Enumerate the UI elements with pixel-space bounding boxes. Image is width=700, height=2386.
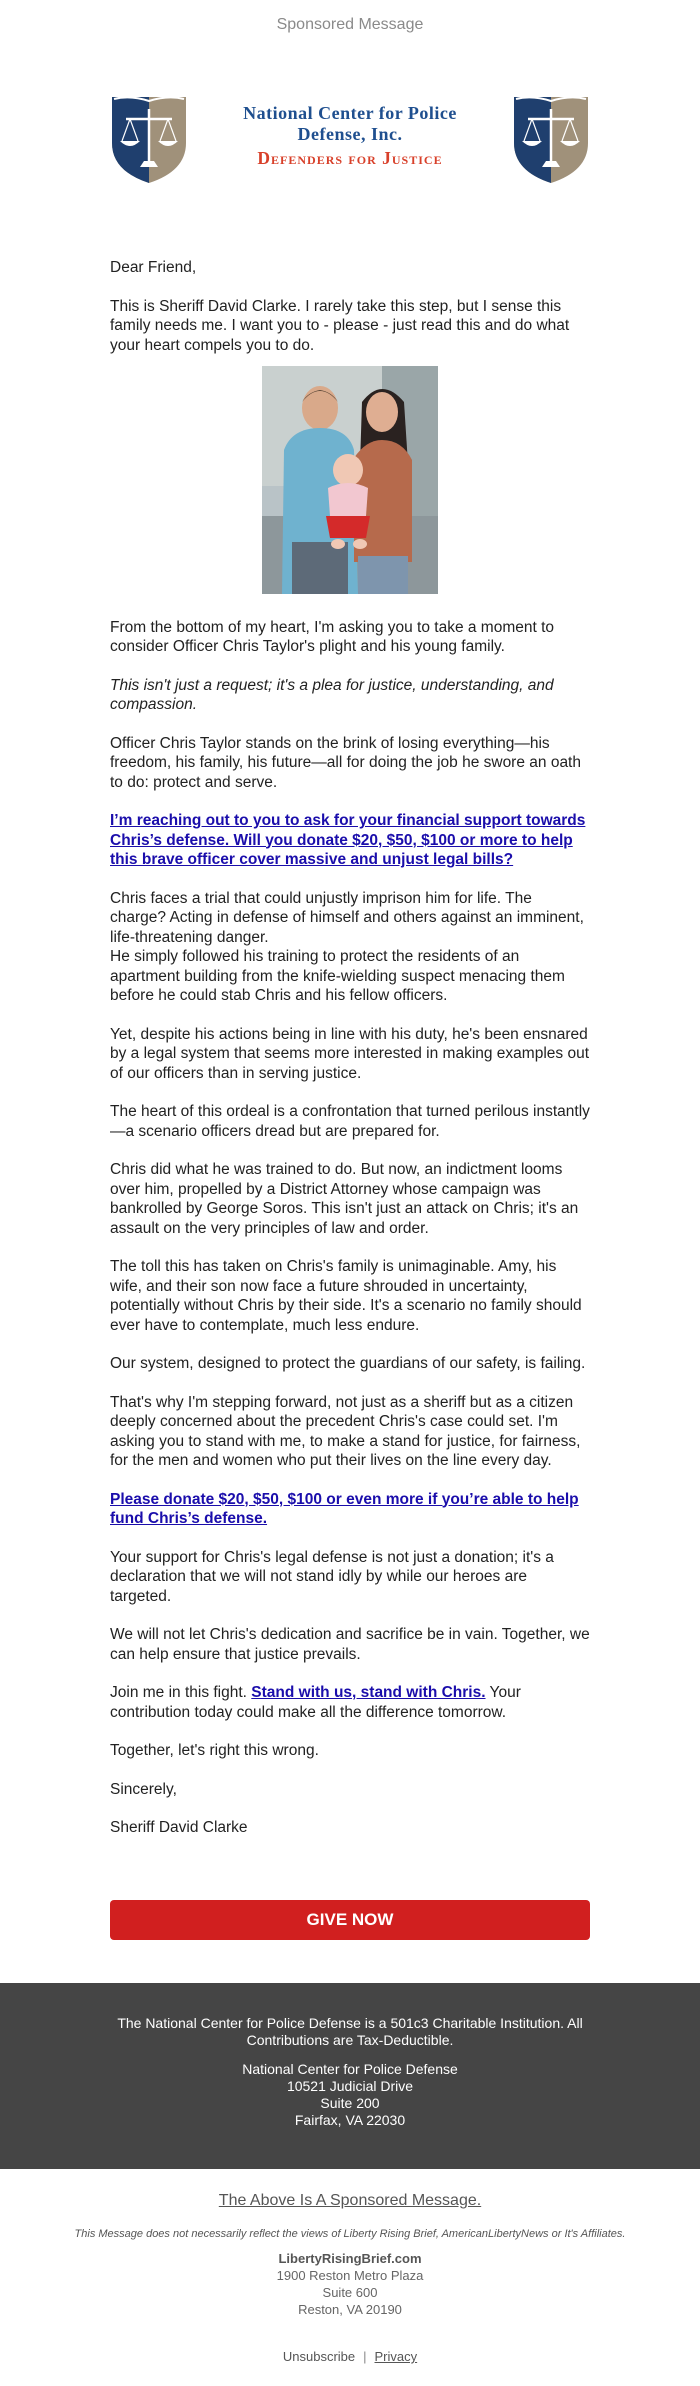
org-street: 10521 Judicial Drive xyxy=(286,2078,414,2094)
org-name: National Center for Police Defense xyxy=(242,2061,458,2077)
greeting: Dear Friend, xyxy=(110,259,197,276)
publisher-city: Reston, VA 20190 xyxy=(298,2302,402,2317)
sponsored-note: The Above Is A Sponsored Message. xyxy=(218,2192,482,2209)
logo-title-line2: Defense, Inc. xyxy=(297,124,403,144)
signoff: Sincerely, xyxy=(110,1780,177,1798)
logo-title-line1: National Center for Police xyxy=(243,103,457,123)
unsubscribe-link[interactable]: Unsubscribe xyxy=(282,2349,356,2364)
link-separator: | xyxy=(363,2349,367,2364)
disclaimer: This Message does not necessarily reflect the views of Liberty Rising Brief, AmericanLibertyNews or It's Affiliates. xyxy=(74,2228,626,2240)
privacy-link[interactable]: Privacy xyxy=(374,2349,418,2364)
brink-paragraph: Officer Chris Taylor stands on the brink of losing everything—his freedom, his family, his future—all for doing the job he swore an oath to do: protect and serve. xyxy=(110,734,581,791)
join-paragraph xyxy=(110,1683,590,1722)
right-wrong-paragraph: Together, let's right this wrong. xyxy=(110,1742,319,1759)
indictment-paragraph: Chris did what he was trained to do. But now, an indictment looms over him, propelled by a District Attorney whose campaign was bankrolled by George Soros. This isn't just an attack on Chris; it's an assault on the very principles of law and order. xyxy=(110,1161,579,1237)
publisher-street: 1900 Reston Metro Plaza xyxy=(276,2268,424,2283)
publisher-suite: Suite 600 xyxy=(322,2285,378,2300)
sponsored-message-header: Sponsored Message xyxy=(276,16,424,33)
system-failing-paragraph: Our system, designed to protect the guardians of our safety, is failing. xyxy=(110,1355,586,1372)
publisher-brand: LibertyRisingBrief.com xyxy=(278,2251,422,2266)
join-text-post: Your contribution today could make all the difference tomorrow. xyxy=(110,1684,521,1721)
stepping-forward-paragraph: That's why I'm stepping forward, not just as a sheriff but as a citizen deeply concerned about the precedent Chris's case could set. I'm asking you to stand with me, to make a stand for justice, for fairness, for the men and women who put their lives on the line every day. xyxy=(110,1393,581,1469)
ncpd-logo xyxy=(110,93,590,189)
family-toll-paragraph: The toll this has taken on Chris's family is unimaginable. Amy, his wife, and their son now face a future shrouded in uncertainty, potentially without Chris by their side. It's a scenario no family should ever have to contemplate, much less endure. xyxy=(110,1258,582,1334)
join-text-pre: Join me in this fight. xyxy=(110,1684,252,1701)
plea-paragraph: From the bottom of my heart, I'm asking you to take a moment to consider Officer Chris Taylor's plight and his young family. xyxy=(110,618,555,655)
donate-ask-link[interactable]: I’m reaching out to you to ask for your financial support towards Chris’s defense. Will you donate $20, $50, $100 or more to help this brave officer cover massive and unjust legal bills? xyxy=(110,812,586,868)
trial-paragraph: Chris faces a trial that could unjustly imprison him for life. The charge? Acting in defense of himself and others against an imminent, life-threatening danger. xyxy=(110,889,584,946)
footer-links xyxy=(0,2349,700,2364)
org-footer xyxy=(0,1983,700,2169)
training-paragraph: He simply followed his training to protect the residents of an apartment building from the knife-wielding suspect menacing them before he could stab Chris and his fellow officers. xyxy=(110,948,565,1004)
italic-plea-text: This isn't just a request; it's a plea for justice, understanding, and compassion. xyxy=(110,676,554,713)
confrontation-paragraph: The heart of this ordeal is a confrontation that turned perilous instantly—a scenario officers dread but are prepared for. xyxy=(110,1103,590,1140)
support-paragraph: Your support for Chris's legal defense is not just a donation; it's a declaration that we will not stand idly by while our heroes are targeted. xyxy=(110,1548,554,1605)
publisher-footer xyxy=(0,2176,700,2364)
org-suite: Suite 200 xyxy=(320,2095,380,2111)
donate-ask-paragraph xyxy=(110,811,590,870)
scales-of-justice-shield-icon xyxy=(110,93,188,185)
tax-deductible-statement: The National Center for Police Defense is a 501c3 Charitable Institution. All Contributions are Tax-Deductible. xyxy=(117,2015,583,2048)
italic-paragraph xyxy=(110,676,590,715)
donate-fund-link[interactable]: Please donate $20, $50, $100 or even more if you’re able to help fund Chris’s defense. xyxy=(110,1490,579,1527)
family-photo xyxy=(262,366,438,594)
legal-system-paragraph: Yet, despite his actions being in line with his duty, he's been ensnared by a legal system that seems more interested in making examples out of our officers than in serving justice. xyxy=(110,1025,590,1082)
letter-body xyxy=(110,258,590,1857)
donate-fund-paragraph xyxy=(110,1490,590,1529)
stand-with-chris-link[interactable]: Stand with us, stand with Chris. xyxy=(251,1684,486,1701)
logo-tagline: Defenders for Justice xyxy=(257,148,443,168)
dedication-paragraph: We will not let Chris's dedication and sacrifice be in vain. Together, we can help ensure that justice prevails. xyxy=(110,1626,590,1663)
signature: Sheriff David Clarke xyxy=(110,1819,248,1836)
give-now-button[interactable]: GIVE NOW xyxy=(110,1900,590,1940)
org-city: Fairfax, VA 22030 xyxy=(294,2112,406,2128)
intro-paragraph: This is Sheriff David Clarke. I rarely take this step, but I sense this family needs me. I want you to - please - just read this and do what your heart compels you to do. xyxy=(110,297,570,354)
scales-of-justice-shield-icon xyxy=(512,93,590,185)
